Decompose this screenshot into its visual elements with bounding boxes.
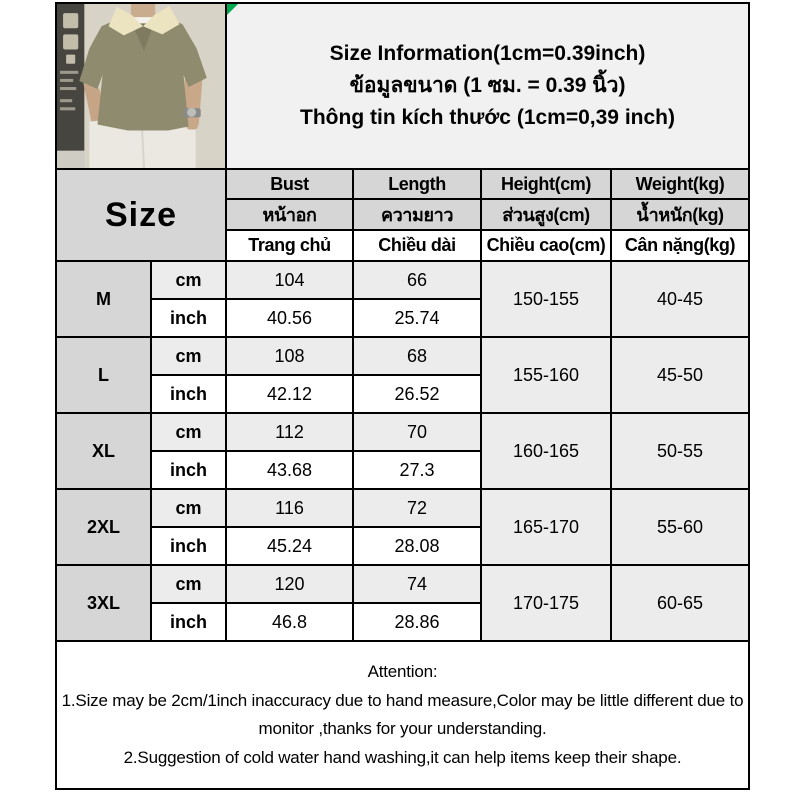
height-range-value: 160-165 xyxy=(481,413,611,489)
column-header-height-th: ส่วนสูง(cm) xyxy=(481,199,611,230)
cell-note-marker-icon xyxy=(227,4,238,15)
length-inch-value: 25.74 xyxy=(353,299,481,337)
unit-label-inch: inch xyxy=(151,527,226,565)
unit-label-inch: inch xyxy=(151,299,226,337)
bust-inch-value: 46.8 xyxy=(226,603,353,641)
weight-range-value: 40-45 xyxy=(611,261,749,337)
product-photo xyxy=(56,3,226,169)
length-cm-value: 72 xyxy=(353,489,481,527)
column-header-bust-vi: Trang chủ xyxy=(226,230,353,261)
page-title-thai: ข้อมูลขนาด (1 ซม. = 0.39 นิ้ว) xyxy=(349,74,626,97)
size-column-header: Size xyxy=(56,169,226,261)
size-label-l: L xyxy=(56,337,151,413)
bust-inch-value: 42.12 xyxy=(226,375,353,413)
title-cell xyxy=(226,3,749,169)
length-cm-value: 70 xyxy=(353,413,481,451)
length-cm-value: 68 xyxy=(353,337,481,375)
length-inch-value: 28.08 xyxy=(353,527,481,565)
attention-note xyxy=(56,641,749,789)
column-header-height-en: Height(cm) xyxy=(481,169,611,199)
column-header-length-vi: Chiều dài xyxy=(353,230,481,261)
length-cm-value: 66 xyxy=(353,261,481,299)
unit-label-inch: inch xyxy=(151,375,226,413)
page-title-vietnamese: Thông tin kích thước (1cm=0,39 inch) xyxy=(300,106,675,129)
bust-inch-value: 40.56 xyxy=(226,299,353,337)
column-header-height-vi: Chiều cao(cm) xyxy=(481,230,611,261)
column-header-weight-th: น้ำหนัก(kg) xyxy=(611,199,749,230)
weight-range-value: 55-60 xyxy=(611,489,749,565)
bust-inch-value: 43.68 xyxy=(226,451,353,489)
height-range-value: 150-155 xyxy=(481,261,611,337)
column-header-length-th: ความยาว xyxy=(353,199,481,230)
unit-label-inch: inch xyxy=(151,603,226,641)
bust-cm-value: 108 xyxy=(226,337,353,375)
attention-line-2: 2.Suggestion of cold water hand washing,it can help items keep their shape. xyxy=(123,747,682,767)
attention-line-1: 1.Size may be 2cm/1inch inaccuracy due to hand measure,Color may be little different due to monitor ,thanks for your understanding. xyxy=(61,690,744,738)
unit-label-cm: cm xyxy=(151,413,226,451)
length-cm-value: 74 xyxy=(353,565,481,603)
unit-label-cm: cm xyxy=(151,565,226,603)
column-header-length-en: Length xyxy=(353,169,481,199)
bust-cm-value: 116 xyxy=(226,489,353,527)
column-header-bust-th: หน้าอก xyxy=(226,199,353,230)
size-label-m: M xyxy=(56,261,151,337)
height-range-value: 165-170 xyxy=(481,489,611,565)
height-range-value: 170-175 xyxy=(481,565,611,641)
length-inch-value: 28.86 xyxy=(353,603,481,641)
weight-range-value: 60-65 xyxy=(611,565,749,641)
size-table xyxy=(55,2,750,790)
height-range-value: 155-160 xyxy=(481,337,611,413)
watch xyxy=(184,108,201,118)
unit-label-cm: cm xyxy=(151,489,226,527)
product-photo-illustration xyxy=(57,4,225,168)
weight-range-value: 45-50 xyxy=(611,337,749,413)
size-label-xl: XL xyxy=(56,413,151,489)
weight-range-value: 50-55 xyxy=(611,413,749,489)
length-inch-value: 27.3 xyxy=(353,451,481,489)
size-label-2xl: 2XL xyxy=(56,489,151,565)
unit-label-inch: inch xyxy=(151,451,226,489)
column-header-bust-en: Bust xyxy=(226,169,353,199)
unit-label-cm: cm xyxy=(151,261,226,299)
bust-cm-value: 104 xyxy=(226,261,353,299)
column-header-weight-vi: Cân nặng(kg) xyxy=(611,230,749,261)
page-title-english: Size Information(1cm=0.39inch) xyxy=(329,42,646,65)
column-header-weight-en: Weight(kg) xyxy=(611,169,749,199)
unit-label-cm: cm xyxy=(151,337,226,375)
bust-cm-value: 112 xyxy=(226,413,353,451)
length-inch-value: 26.52 xyxy=(353,375,481,413)
bust-inch-value: 45.24 xyxy=(226,527,353,565)
size-label-3xl: 3XL xyxy=(56,565,151,641)
attention-heading: Attention: xyxy=(367,662,438,681)
bust-cm-value: 120 xyxy=(226,565,353,603)
